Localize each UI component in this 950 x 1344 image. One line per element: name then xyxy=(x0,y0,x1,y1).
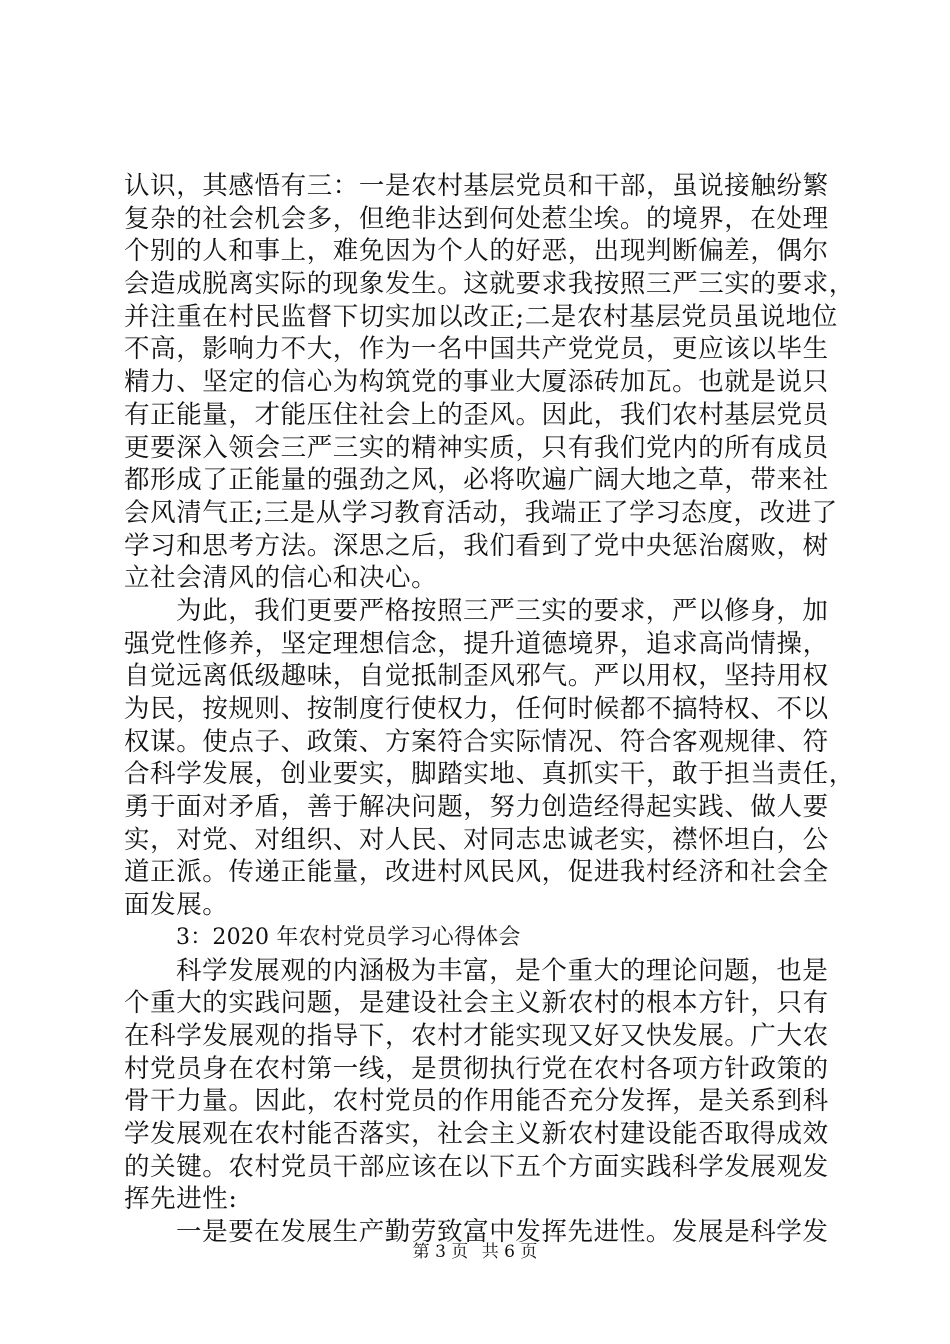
text-line: 个别的人和事上，难免因为个人的好恶，出现判断偏差，偶尔 xyxy=(124,236,829,267)
page-total: 共 6 页 xyxy=(481,1242,538,1262)
text-line: 更要深入领会三严三实的精神实质，只有我们党内的所有成员 xyxy=(124,432,829,463)
text-line: 村党员身在农村第一线，是贯彻执行党在农村各项方针政策的 xyxy=(124,1053,829,1084)
text-line: 认识，其感悟有三：一是农村基层党员和干部，虽说接触纷繁 xyxy=(124,171,829,201)
text-line: 面发展。 xyxy=(124,890,229,921)
text-line: 不高，影响力不大，作为一名中国共产党党员，更应该以毕生 xyxy=(124,334,829,365)
text-line: 挥先进性: xyxy=(124,1184,238,1215)
text-line: 一是要在发展生产勤劳致富中发挥先进性。发展是科学发 xyxy=(176,1217,829,1247)
text-line: 在科学发展观的指导下，农村才能实现又好又快发展。广大农 xyxy=(124,1020,829,1051)
text-line: 勇于面对矛盾，善于解决问题，努力创造经得起实践、做人要 xyxy=(124,792,829,823)
text-line: 自觉远离低级趣味，自觉抵制歪风邪气。严以用权，坚持用权 xyxy=(124,661,829,692)
page-number: 第 3 页 xyxy=(412,1242,469,1262)
text-line: 实，对党、对组织、对人民、对同志忠诚老实，襟怀坦白，公 xyxy=(124,824,829,855)
text-line: 精力、坚定的信心为构筑党的事业大厦添砖加瓦。也就是说只 xyxy=(124,367,829,398)
text-line: 学发展观在农村能否落实，社会主义新农村建设能否取得成效 xyxy=(124,1118,829,1149)
text-line: 为此，我们更要严格按照三严三实的要求，严以修身，加 xyxy=(176,595,829,626)
text-line: 个重大的实践问题，是建设社会主义新农村的根本方针，只有 xyxy=(124,988,829,1019)
text-line: 强党性修养，坚定理想信念，提升道德境界，追求高尚情操， xyxy=(124,628,829,659)
document-body xyxy=(124,170,855,1249)
text-line: 为民，按规则、按制度行使权力，任何时候都不搞特权、不以 xyxy=(124,694,829,724)
text-line: 都形成了正能量的强劲之风，必将吹遍广阔大地之草，带来社 xyxy=(124,465,829,496)
text-line: 权谋。使点子、政策、方案符合实际情况、符合客观规律、符 xyxy=(124,726,829,757)
text-line: 的关键。农村党员干部应该在以下五个方面实践科学发展观发 xyxy=(124,1151,829,1182)
text-line: 合科学发展，创业要实，脚踏实地、真抓实干，敢于担当责任， xyxy=(124,759,855,790)
text-line: 道正派。传递正能量，改进村风民风，促进我村经济和社会全 xyxy=(124,857,829,888)
text-line: 并注重在村民监督下切实加以改正;二是农村基层党员虽说地位 xyxy=(124,301,838,332)
page-footer xyxy=(0,1240,950,1264)
text-line: 骨干力量。因此，农村党员的作用能否充分发挥，是关系到科 xyxy=(124,1086,829,1117)
text-line: 会造成脱离实际的现象发生。这就要求我按照三严三实的要求， xyxy=(124,269,855,300)
text-line: 会风清气正;三是从学习教育活动，我端正了学习态度，改进了 xyxy=(124,497,838,528)
text-line: 复杂的社会机会多，但绝非达到何处惹尘埃。的境界，在处理 xyxy=(124,203,829,234)
text-line: 科学发展观的内涵极为丰富，是个重大的理论问题，也是 xyxy=(176,955,829,986)
section-heading: 3：2020 年农村党员学习心得体会 xyxy=(176,924,521,950)
text-line: 学习和思考方法。深思之后，我们看到了党中央惩治腐败，树 xyxy=(124,530,829,561)
text-line: 有正能量，才能压住社会上的歪风。因此，我们农村基层党员 xyxy=(124,399,829,430)
text-line: 立社会清风的信心和决心。 xyxy=(124,563,438,594)
